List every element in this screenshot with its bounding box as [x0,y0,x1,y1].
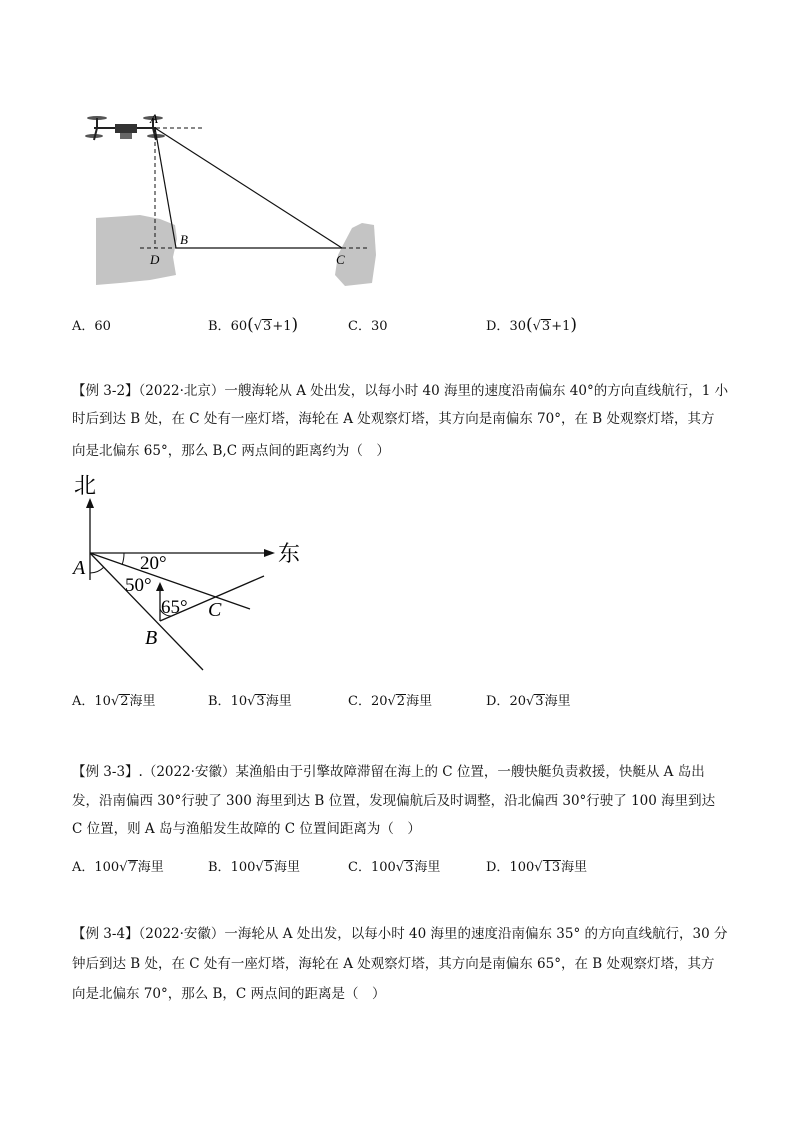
ex33-line-3: C 位置，则 A 岛与渔船发生故障的 C 位置间距离为（ ） [72,821,421,837]
label-A: A [150,111,158,126]
label-C: C [336,252,345,267]
ex33-line-1: 【例 3-3】.（2022·安徽）某渔船由于引擎故障滞留在海上的 C 位置，一艘快艇负责救援，快艇从 A 岛出 [72,764,705,780]
fig1-option-d: D．30(√3+1) [486,315,578,335]
angle-50-label: 50° [125,575,152,596]
fig1-option-c: C．30 [348,319,388,334]
north-arrowhead-icon [86,498,94,508]
ex32-option-b: B．10√3海里 [208,694,292,709]
east-label: 东 [278,541,301,566]
north-label: 北 [74,473,97,498]
ex34-line-2: 钟后到达 B 处，在 C 处有一座灯塔，海轮在 A 处观察灯塔，其方向是南偏东 65°，在 B 处观察灯塔，其方 [72,956,715,972]
arc-20 [122,553,124,565]
fig1-option-b: B．60(√3+1) [208,315,299,335]
figure-compass-triangle [70,470,310,675]
label-B: B [180,232,188,247]
ex33-option-b: B．100√5海里 [208,860,300,875]
ex33-option-d: D．100√13海里 [486,860,588,875]
label-A: A [73,557,86,579]
angle-20-label: 20° [140,553,167,574]
left-cliff-shape [96,215,177,285]
ex34-line-1: 【例 3-4】（2022·安徽）一海轮从 A 处出发，以每小时 40 海里的速度沿南偏东 35° 的方向直线航行，30 分 [72,926,728,942]
label-D: D [150,252,160,267]
ex32-line-1: 【例 3-2】（2022·北京）一艘海轮从 A 处出发，以每小时 40 海里的速度沿南偏东 40°的方向直线航行，1 小 [72,383,729,399]
north-at-B-arrowhead-icon [156,582,164,591]
ex32-line-3: 向是北偏东 65°，那么 B,C 两点间的距离约为（ ） [72,443,390,459]
ex32-option-d: D．20√3海里 [486,694,571,709]
ex32-option-a: A．10√2海里 [72,694,156,709]
ex32-line-2: 时后到达 B 处，在 C 处有一座灯塔，海轮在 A 处观察灯塔，其方向是南偏东 70°，在 B 处观察灯塔，其方 [72,411,715,427]
ex32-option-c: C．20√2海里 [348,694,433,709]
ex33-line-2: 发，沿南偏西 30°行驶了 300 海里到达 B 位置，发现偏航后及时调整，沿北偏西 30°行驶了 100 海里到达 [72,793,716,809]
ex33-option-c: C．100√3海里 [348,860,441,875]
line-AC [155,128,342,248]
angle-65-label: 65° [161,597,188,618]
label-B: B [145,627,158,649]
ex33-option-a: A．100√7海里 [72,860,164,875]
label-C: C [208,599,222,621]
figure-drone-triangle [80,105,380,295]
east-arrowhead-icon [264,549,275,557]
arc-50 [90,567,104,573]
ex34-line-3: 向是北偏东 70°，那么 B，C 两点间的距离是（ ） [72,986,386,1002]
fig1-option-a: A．60 [72,319,111,334]
